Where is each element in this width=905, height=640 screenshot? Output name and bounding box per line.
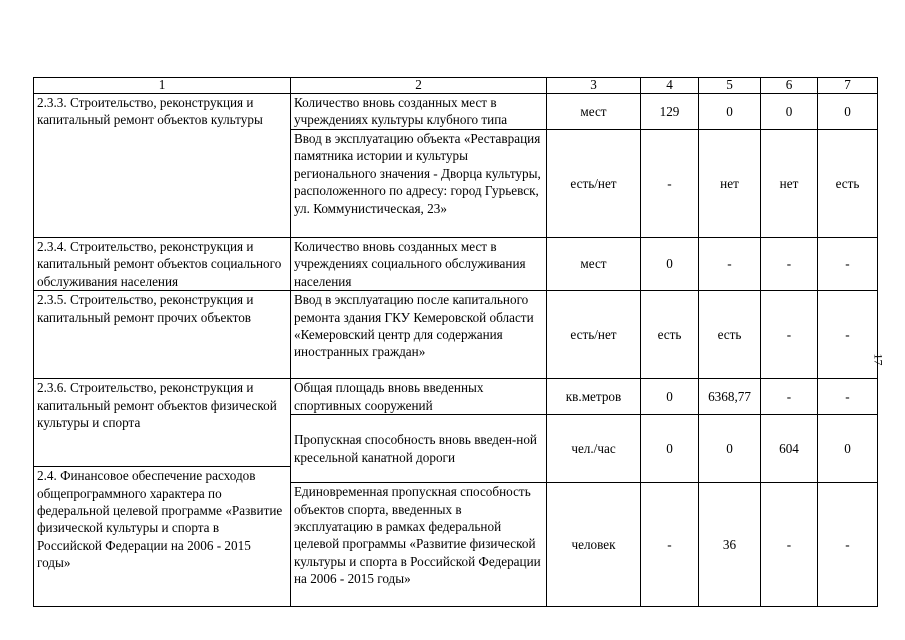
table-row: [34, 238, 878, 291]
value-cell: есть: [641, 291, 699, 379]
indicators-table: [33, 77, 878, 607]
value-cell: 0: [641, 238, 699, 291]
header-cell: 2: [291, 78, 547, 94]
value-cell: -: [761, 483, 818, 607]
header-cell: 5: [699, 78, 761, 94]
unit-cell: есть/нет: [547, 130, 641, 238]
header-cell: 4: [641, 78, 699, 94]
value-cell: 129: [641, 94, 699, 130]
page-number: 17: [871, 353, 886, 366]
table-row: [34, 94, 878, 130]
header-cell: 7: [818, 78, 878, 94]
value-cell: есть: [818, 130, 878, 238]
value-cell: 0: [699, 415, 761, 483]
section-cell: 2.3.4. Строительство, реконструкция и капитальный ремонт объектов социального обслуживания населения: [34, 238, 291, 291]
value-cell: нет: [761, 130, 818, 238]
indicator-cell: Ввод в эксплуатацию объекта «Реставрация памятника истории и культуры регионального значения - Дворца культуры, расположенного по адресу: город Гурьевск, ул. Коммунистическая, 23»: [291, 130, 547, 238]
value-cell: -: [761, 291, 818, 379]
indicator-cell: Количество вновь созданных мест в учреждениях социального обслуживания населения: [291, 238, 547, 291]
indicator-cell: Пропускная способность вновь введен-ной кресельной канатной дороги: [291, 415, 547, 483]
value-cell: 0: [641, 379, 699, 415]
indicator-cell: Единовременная пропускная способность объектов спорта, введенных в эксплуатацию в рамках федеральной целевой программы «Развитие физической культуры и спорта в Российской Федерации на 2006 - 2015 годы»: [291, 483, 547, 607]
value-cell: -: [641, 130, 699, 238]
value-cell: 0: [641, 415, 699, 483]
indicator-cell: Ввод в эксплуатацию после капитального ремонта здания ГКУ Кемеровской области «Кемеровский центр для содержания иностранных граждан»: [291, 291, 547, 379]
indicator-cell: Количество вновь созданных мест в учреждениях культуры клубного типа: [291, 94, 547, 130]
section-cell: 2.4. Финансовое обеспечение расходов общепрограммного характера по федеральной целевой программе «Развитие физической культуры и спорта в Российской Федерации на 2006 - 2015 годы»: [34, 467, 291, 607]
section-cell: 2.3.3. Строительство, реконструкция и капитальный ремонт объектов культуры: [34, 94, 291, 238]
unit-cell: кв.метров: [547, 379, 641, 415]
header-cell: 1: [34, 78, 291, 94]
value-cell: 0: [818, 94, 878, 130]
table-row: [34, 379, 878, 415]
value-cell: 604: [761, 415, 818, 483]
section-cell: 2.3.6. Строительство, реконструкция и капитальный ремонт объектов физической культуры и спорта: [34, 379, 291, 467]
value-cell: -: [641, 483, 699, 607]
value-cell: 0: [699, 94, 761, 130]
value-cell: 36: [699, 483, 761, 607]
unit-cell: мест: [547, 94, 641, 130]
value-cell: -: [818, 238, 878, 291]
header-cell: 3: [547, 78, 641, 94]
unit-cell: есть/нет: [547, 291, 641, 379]
value-cell: -: [818, 291, 878, 379]
value-cell: есть: [699, 291, 761, 379]
value-cell: 0: [818, 415, 878, 483]
unit-cell: мест: [547, 238, 641, 291]
indicator-cell: Общая площадь вновь введенных спортивных сооружений: [291, 379, 547, 415]
value-cell: -: [818, 379, 878, 415]
value-cell: нет: [699, 130, 761, 238]
unit-cell: чел./час: [547, 415, 641, 483]
value-cell: -: [761, 238, 818, 291]
unit-cell: человек: [547, 483, 641, 607]
value-cell: 6368,77: [699, 379, 761, 415]
value-cell: -: [699, 238, 761, 291]
value-cell: -: [818, 483, 878, 607]
header-row: [34, 78, 878, 94]
header-cell: 6: [761, 78, 818, 94]
section-cell: 2.3.5. Строительство, реконструкция и капитальный ремонт прочих объектов: [34, 291, 291, 379]
value-cell: -: [761, 379, 818, 415]
table-row: [34, 291, 878, 379]
value-cell: 0: [761, 94, 818, 130]
